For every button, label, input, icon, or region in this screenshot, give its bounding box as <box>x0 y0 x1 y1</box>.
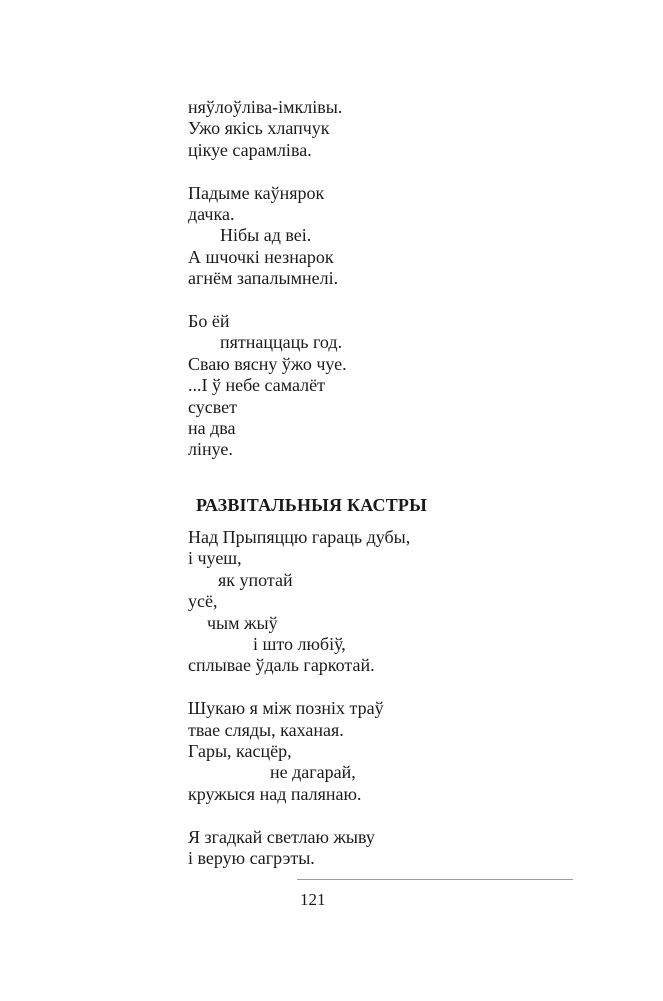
page-number: 121 <box>300 890 326 909</box>
verse-line: Я згадкай светлаю жыву <box>188 826 375 847</box>
verse-line: Падыме каўнярок <box>188 182 325 203</box>
verse-line: А шчочкі незнарок <box>188 246 334 267</box>
stanza <box>188 698 410 805</box>
verse-line: і чуеш, <box>188 548 242 569</box>
stanza <box>188 827 410 870</box>
stanza <box>188 311 347 461</box>
verse-line: як употай <box>218 569 293 590</box>
verse-line: Над Прыпяццю гараць дубы, <box>188 527 411 547</box>
verse-line: цікуе сарамліва. <box>188 139 312 160</box>
footer-rule <box>297 879 573 880</box>
verse-line: і верую сагрэты. <box>188 848 315 869</box>
verse-line: не дагарай, <box>270 762 356 783</box>
verse-line: твае сляды, каханая. <box>188 719 344 740</box>
verse-line: Бо ёй <box>188 311 230 332</box>
verse-line: пятнаццаць год. <box>220 332 343 353</box>
verse-line: усё, <box>188 591 218 612</box>
verse-line: дачка. <box>188 204 235 225</box>
verse-line: ...І ў небе самалёт <box>188 375 325 396</box>
verse-line: сплывае ўдаль гаркотай. <box>188 655 375 676</box>
stanza <box>188 183 347 290</box>
verse-line: і што любіў, <box>253 634 346 655</box>
verse-line: Гары, касцёр, <box>188 741 292 762</box>
verse-line: чым жыў <box>207 612 278 633</box>
verse-line: сусвет <box>188 396 237 417</box>
verse-line: Шукаю я між позніх траў <box>188 698 384 719</box>
verse-line: Сваю вясну ўжо чуе. <box>188 353 347 374</box>
verse-line: Нібы ад веі. <box>220 225 312 246</box>
poem-body <box>188 527 410 869</box>
verse-line: кружыся над палянаю. <box>188 783 362 804</box>
verse-line: лінуе. <box>188 439 233 460</box>
verse-line: няўлоўліва-імклівы. <box>188 97 343 117</box>
poem-continuation <box>188 97 347 461</box>
verse-line: агнём запалымнелі. <box>188 268 339 289</box>
poem-title: РАЗВІТАЛЬНЫЯ КАСТРЫ <box>196 495 427 515</box>
stanza <box>188 97 347 161</box>
verse-line: Ужо якісь хлапчук <box>188 118 330 139</box>
stanza <box>188 527 410 677</box>
verse-line: на два <box>188 418 236 439</box>
